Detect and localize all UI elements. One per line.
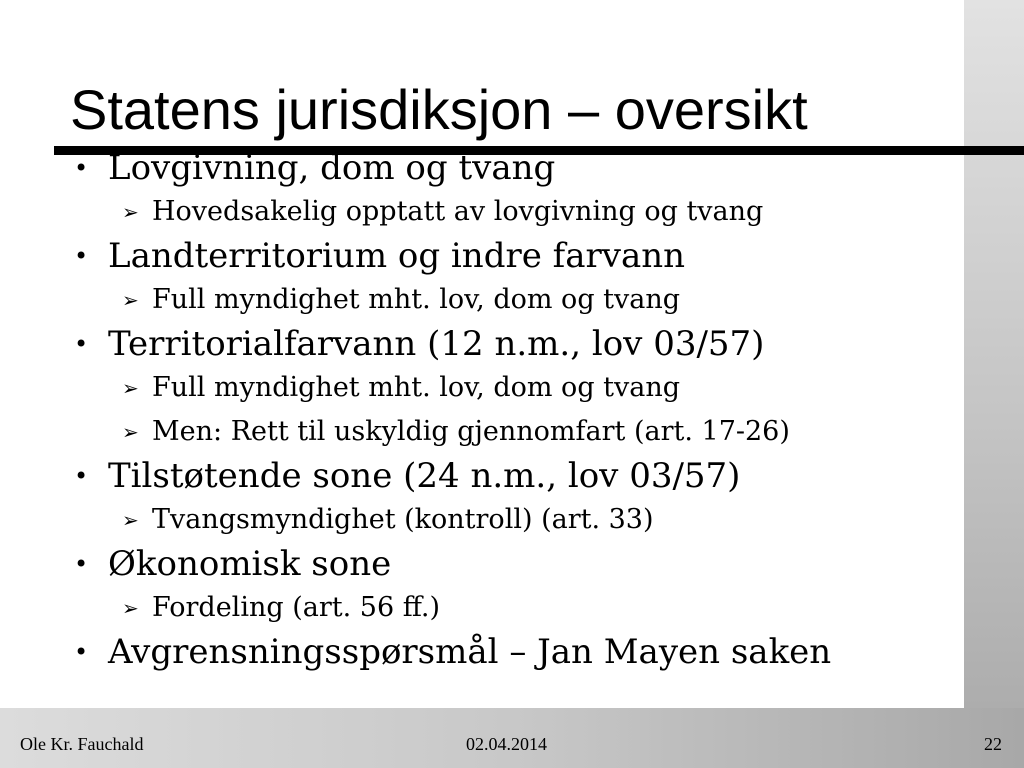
arrow-bullet-icon: ➢ <box>122 420 139 444</box>
arrow-bullet-icon: ➢ <box>122 200 139 224</box>
right-gradient-band <box>964 0 1024 768</box>
sub-bullet-item <box>70 586 960 630</box>
bullet-icon: • <box>74 330 89 358</box>
arrow-bullet-icon: ➢ <box>122 508 139 532</box>
arrow-bullet-icon: ➢ <box>122 376 139 400</box>
bullet-icon: • <box>74 550 89 578</box>
sub-bullet-item <box>70 498 960 542</box>
sub-bullet-item <box>70 366 960 410</box>
footer-author: Ole Kr. Fauchald <box>20 734 144 754</box>
bullet-icon: • <box>74 638 89 666</box>
sub-bullet-text: Full myndighet mht. lov, dom og tvang <box>152 284 681 315</box>
bullet-item <box>70 630 960 674</box>
sub-bullet-text: Fordeling (art. 56 ff.) <box>152 592 441 623</box>
bullet-text: Landterritorium og indre farvann <box>108 236 686 276</box>
sub-bullet-text: Hovedsakelig opptatt av lovgivning og tvang <box>152 196 764 227</box>
bullet-item <box>70 542 960 586</box>
bullet-text: Lovgivning, dom og tvang <box>108 148 556 188</box>
sub-bullet-text: Full myndighet mht. lov, dom og tvang <box>152 372 681 403</box>
slide-title: Statens jurisdiksjon – oversikt <box>70 78 808 141</box>
bullet-text: Tilstøtende sone (24 n.m., lov 03/57) <box>108 456 741 496</box>
bullet-text: Territorialfarvann (12 n.m., lov 03/57) <box>108 324 765 364</box>
arrow-bullet-icon: ➢ <box>122 288 139 312</box>
bullet-item <box>70 234 960 278</box>
sub-bullet-text: Tvangsmyndighet (kontroll) (art. 33) <box>152 504 654 535</box>
sub-bullet-item <box>70 410 960 454</box>
bullet-item <box>70 146 960 190</box>
sub-bullet-text: Men: Rett til uskyldig gjennomfart (art. 17-26) <box>152 416 790 447</box>
page-number: 22 <box>984 734 1002 754</box>
arrow-bullet-icon: ➢ <box>122 596 139 620</box>
footer-date: 02.04.2014 <box>466 734 547 754</box>
bullet-icon: • <box>74 242 89 270</box>
sub-bullet-item <box>70 278 960 322</box>
bullet-text: Økonomisk sone <box>108 544 392 584</box>
bullet-text: Avgrensningsspørsmål – Jan Mayen saken <box>108 632 832 672</box>
bullet-item <box>70 322 960 366</box>
bullet-item <box>70 454 960 498</box>
bullet-list <box>70 146 960 674</box>
bullet-icon: • <box>74 462 89 490</box>
bullet-icon: • <box>74 154 89 182</box>
sub-bullet-item <box>70 190 960 234</box>
